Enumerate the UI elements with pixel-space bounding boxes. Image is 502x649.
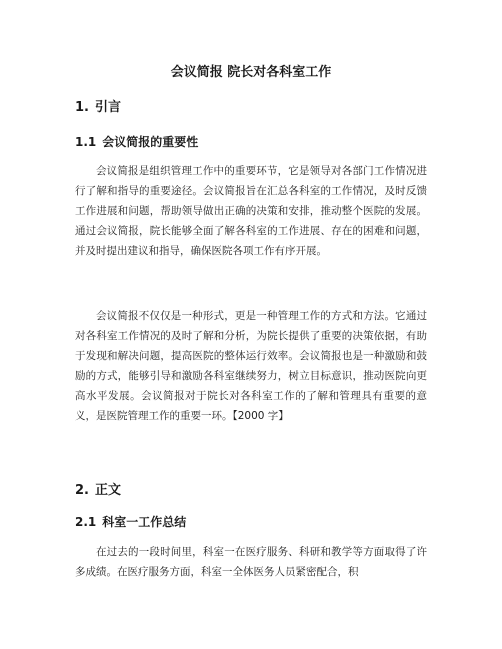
section-heading-2 <box>75 482 121 500</box>
subsection-number: 1.1 <box>75 135 97 149</box>
section-number: 2. <box>75 483 89 498</box>
subsection-number: 2.1 <box>75 515 97 529</box>
paragraph-2-1-1: 在过去的一段时间里，科室一在医疗服务、科研和教学等方面取得了许多成绩。在医疗服务方面，科室一全体医务人员紧密配合，积 <box>75 546 427 578</box>
section-number: 1. <box>75 100 89 115</box>
paragraph-1-1-1: 会议简报是组织管理工作中的重要环节，它是领导对各部门工作情况进行了解和指导的重要途径。会议简报旨在汇总各科室的工作情况，及时反馈工作进展和问题，帮助领导做出正确的决策和安排，推动整个医院的发展。通过会议简报，院长能够全面了解各科室的工作进展、存在的困难和问题，并及时提出建议和指导，确保医院各项工作有序开展。 <box>75 165 427 257</box>
subsection-title: 科室一工作总结 <box>102 515 187 529</box>
section-title: 引言 <box>94 100 121 115</box>
subsection-title: 会议简报的重要性 <box>102 135 199 149</box>
subsection-heading-2-1 <box>75 514 186 531</box>
section-title: 正文 <box>94 483 121 498</box>
paragraph-1-1-2: 会议简报不仅仅是一种形式，更是一种管理工作的方式和方法。它通过对各科室工作情况的及时了解和分析，为院长提供了重要的决策依据，有助于发现和解决问题，提高医院的整体运行效率。会议简报也是一种激励和鼓励的方式，能够引导和激励各科室继续努力，树立目标意识，推动医院向更高水平发展。会议简报对于院长对各科室工作的了解和管理具有重要的意义，是医院管理工作的重要一环。【2000 字】 <box>75 310 427 422</box>
document-title: 会议简报 院长对各科室工作 <box>170 65 332 80</box>
subsection-heading-1-1 <box>75 134 198 151</box>
section-heading-1 <box>75 99 121 117</box>
